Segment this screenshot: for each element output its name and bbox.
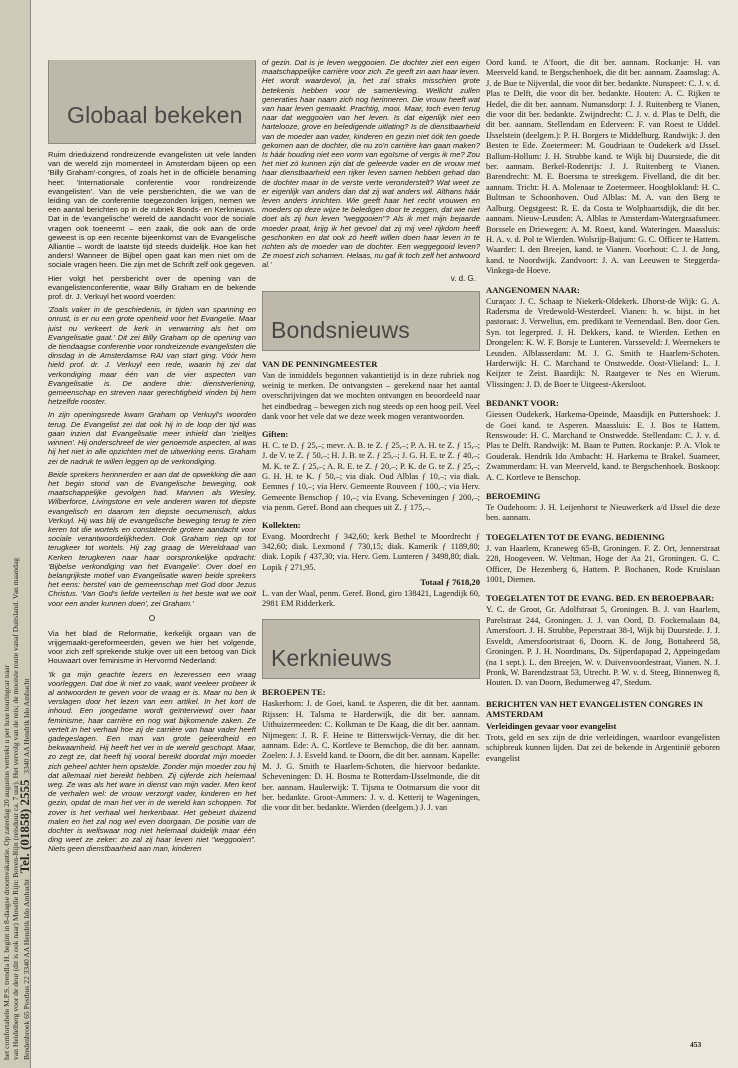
paragraph-berichten: Trots, geld en sex zijn de drie verleidingen, waardoor evangelisten schipbreuk kunnen lijden. Dat zei de bekende in Argentinië geboren evangelist [486, 732, 720, 763]
article-paragraph: Ruim drieduizend rondreizende evangelisten uit vele landen van de wereld zijn momenteel in Amsterdam bijeen op een 'Billy Graham'-congres, of zoals het in de officiële benaming heet: 'Internationale conferentie voor rondreizende evangelisten'. Van de vele persberichten, die we van de leiding van de conferentie toegezonden krijgen, nemen we een aantal berichten op in de rubriek Bonds- en Kerknieuws. Dat in de 'evangelische' wereld de aandacht voor de sociale vragen ook toeneemt – een zaak, die ook aan de orde geweest is op een recente bijeenkomst van de Evangelische Alliantie – wordt de laatste tijd steeds duidelijk. Hoe kan het anders! Wanneer de Bijbel open gaat kan men niet om de sociale vragen heen. Die zijn met de Schrift zelf ook gegeven. [48, 150, 256, 270]
paragraph-toegelaten-2: Y. C. de Groot, Gr. Adolfstraat 5, Groningen. B. J. van Haarlem, Parelstraat 244, Groningen. J. J. van Oord, D. Fockemalaan 84, Amersfoort. J. H. Strubbe, Peperstraat 38-I, Wijk bij Duurstede. J. J. Esveldt, Amersfoortstraat 6, Doorn. K. de Jong, Bottaheerd 58, Groningen. P. J. H. Noordmans, Ds. Sijperdapapad 2, Appeingedam (na 1 sept.). L. den Breejen, W. v. Duivenvoordestraat, Vianen. N. J. Pronk, W. Barendzstraat 53, Utrecht. P. W. v. d. Steeg, Binnenweg 8, Houten. D. van Doorn, Bedumerweg 47, Stedum. [486, 605, 720, 688]
paragraph-aangenomen: Curaçao: J. C. Schaap te Niekerk-Oldekerk. IJhorst-de Wijk: G. A. Radersma de Vredewold-Westerdeel. Vianen: b. w. bijst. in het pastoraat: J. Verwelius, em. predikant te Veenendaal. Ben. door Gen. Syn. tot legerpred. J. H. Dekkers, kand. te Wierden. Eethen en Drongelen: K. W. F. Borsje te Lunteren. Varsseveld: J. Weernekers te Leusden. Alblasserdam: M. J. G. Smith te Haarlem-Schoten. Harderwijk: H. C. Marchand te Onstwedde. Oost-Vlieland: L. J. Keijzer te Zeist. Baardijk: N. Raatgever te Nes en Wierum. Vlissingen: J. D. de Boer te Uitgeest-Akersloot. [486, 296, 720, 389]
article-quote: Beide sprekers herinnerden er aan dat de opwekking die aan het begin stond van de Evangelische beweging, ook maatschappelijke gevolgen had. Mannen als Wesley, Wilberforce, Livingstone en vele anderen waren tot diepste evangelisch en daarom ten diepste oecumenisch, aldus Verkuyl. Hij was blij de evangelische beweging terug te zien keren tot die wortels en constateerde grotere aandacht voor sociale verantwoordelijkheden. Ook Graham riep op tot terugkeer tot wortels. Hij zag graag de Wereldraad van Kerken terugkeren naar haar oorspronkelijke opdracht: 'Bijbelse verkondiging van het Evangelie'. Over doel en belangrijkste motief van Evangelisatie waren beide sprekers het eens: herstel van de gemeenschap met God door Jezus Christus. 'Van God's liefde vertellen is het beste wat we ooit voor een ander kunnen doen', zei Graham.' [48, 469, 256, 608]
total-amount: Totaal ƒ 7618,20 [420, 577, 480, 588]
section-title-bondsnieuws: Bondsnieuws [271, 316, 411, 343]
paragraph-penningmeester: Van de inmiddels begonnen vakantietijd is in deze rubriek nog weinig te merken. De ontvangsten – gerekend naar het aantal overschrijvingen dat we mochten ontvangen en beoordeeld naar het eindbedrag – bewegen zich nog steeds op een hoog peil. Veel dank voor het vele dat we deze week mogen verantwoorden. [262, 370, 480, 422]
treasurer-signature: L. van der Waal, penm. Geref. Bond, giro 138421, Lagendijk 60, 2981 EM Ridderkerk. [262, 588, 480, 608]
subheading-aangenomen: AANGENOMEN NAAR: [486, 284, 580, 295]
subheading-penningmeester: VAN DE PENNINGMEESTER [262, 358, 378, 369]
advertisement-strip [0, 0, 31, 1068]
section-title-kerknieuws: Kerknieuws [271, 645, 392, 672]
paragraph-beroepen: Haskerhorn: J. de Goei, kand. te Asperen, die dit ber. aannam. Rijssen: H. Talsma te Harderwijk, die dit ber. aannam. Uithuizermeeden: C. Kolkman te De Kaag, die dit ber. aannam. Nijmegen: J. R. F. Heine te Bitterswijck-Vernay, die dit ber. aannam. Ede: A. C. Kortleve te Benschop, die dit ber. aannam. Zoelen: J. J. Esveld kand. te Doorn, die dit ber. aannam. Kapelle: M. J. G. Smith te Haarlem-Schoten, die hiervoor bedankte. Scheveningen: D. H. Bosma te Rotterdam-IJsselmonde, die dit ber. aannam. Haulerwijk: T. Tijsma te Ootmarsum die voor dit ber. bedankte. Groot-Ammers: J. v. d. Ketterij te Wageningen, die voor dit ber. bedankte. Wierden (deelgem.) J. J. van [262, 699, 480, 813]
paragraph-bedankt: Giessen Oudekerk, Harkema-Opeinde, Maasdijk en Puttershoek: J. de Goei kand. te Asperen. Maassluis: E. J. Bos te Hattem. Renswoude: H. C. Marchand te Onstwedde. Stellendam: C. J. v. d. Plas te Delft. Randwijk: M. Baan te Putten. Rockanje: P. A. Vlok te Gouderak. Hendrik Ido Ambacht: H. Harkema te Brakel. Suameer, Zwammerdam: H. van Meerveld, kand. te Bergschenhoek. Boskoop: A. C. Kortleve te Benschop. [486, 410, 720, 482]
article-paragraph: Hier volgt het persbericht over de opening van de evangelistenconferentie, waar Billy Graham en de bekende prof. dr. J. Verkuyl het woord voerden: [48, 273, 256, 302]
paragraph-toegelaten-1: J. van Haarlem, Kraneweg 65-B, Groningen. F. Z. Ort, Jennerstraat 228, Hoogeveen. W. Veltman, Hoge der Aa 21, Groningen. G. C. Officer, De Hezenberg 6, Hattem. P. Bochanen, Rode Kruislaan 1001, Diemen. [486, 543, 720, 585]
paragraph-beroepen-continued: Oord kand. te A'foort, die dit ber. aannam. Rockanje: H. van Meerveld kand. te Bergschenhoek, die dit ber. aannam. Zaamslag: A. J. de Bue te Nijverdal, die voor dit ber. bedankte. Nunspeet: C. J. v. d. Plas te Delft, die voor dit ber. bedankte. Houten: A. C. Rijken te Hedel, die dit ber. aannam. Numansdorp: J. J. Ruitenberg te Vianen, die voor dit ber. bedankte. Zwijndrecht: C. J. v. d. Plas te Delft, die dit ber. aannam. Stellendam en Ederveen: F. van Roest te Uddel. IJsselstein (deelgem.): P. H. Borgers te Middelburg. Randwijk: J. den Besten te Ede. Zoetermeer: M. Goudriaan te Oudekerk a/d IJssel. Ballum-Hollum: J. H. Strubbe kand. te Wijk bij Duurstede, die dit ber. aannam. Berkel-Rodenrijs: J. J. Ruitenberg te Vianen. Barendrecht: M. E. Boersma te streekgem. Fivelland, die dit ber. aannam. Tricht: H. A. Molenaar te Zoetermeer. Hoogblokland: H. C. Bultman te Schoonhoven. Oud Alblas: M. A. van den Berg te Aalburg. Oegstgeest: R. E. da Costa te Wolphaartsdijk, die dit ber. aannam. Nieuw-Leusden: A. Alblas te Amsterdam-Watergraafsmeer. Borssele en Driewegen: A. M. Roest, kand. Wateringen. Maassluis: H. A. v. d. Pol te Wierden. Wolsrijp-Baijum: G. C. Officer te Hattem. Waarder: I. den Breejen, kand. te Vianen. Voorhout: C. J. de Jong, kand. te Noordwijk. Zandvoort: J. A. van Leeuwen te Steggerda-Vinkega-de Hoeve. [486, 58, 720, 276]
subheading-bedankt: BEDANKT VOOR: [486, 398, 559, 409]
section-header-box [48, 60, 256, 144]
advertisement-text [2, 20, 31, 1060]
ad-address: Bredenbroek 65 Postbus 22 3340 AA Hendrik Ido Ambacht Tel. (01858) 2555 3340 AA Hendrik Ido Ambacht [17, 678, 32, 1060]
column-right [486, 58, 720, 1058]
article-quote: 'Ik ga mijn geachte lezers en lezeressen een vraag voorleggen. Dat doe ik niet zo vaak, want veeleer probeer ik al antwoorden te geven voor de vraag er is. Maar nu ben ik verslagen door het lezen van een artikel. In het kort de inhoud. Een jongedame wordt geïnterviewd over haar feminisme, haar carrière en nog wat bijkomende zaken. Ze vertelt in het verhaal hoe zij de carrière van haar vader heeft gadegeslagen. Een man van grote geleerdheid en bekwaamheid. Hij heeft het ver in de wereld geschopt. Maar, zo zegt ze, dat heeft hij vooral bereikt doordat mijn moeder zich geheel achter hem opstelde. Zonder mijn moeder zou hij dat allemaal niet bereikt hebben. Zij cijferde zich helemaal weg. Ze was als het ware in dienst van mijn vader. Men kent de verhalen wel: de vrouw verzorgt vader, kinderen en het gezin, opdat de man het ver in de wereld kan schoppen. Tot zover is het verhaal wel herkenbaar. Het gebeurt duizend malen en het zal nog wel even doorgaan. De positie van de dochter is wellswaar nog niet helemaal duidelijk maar één ding weet ze zeker: zo zal zij haar leven niet "weggooien". Niets geen dienstbaarheid aan man, kinderen [48, 669, 256, 854]
subheading-kollekten: Kollekten: [262, 519, 301, 530]
ad-line-1: het comfortabele M.P.S. trendla H. begint in 8-daagse droomvakantie. Op zaterdag 20 augustus vertrekt u per luxe touringcar naar [2, 665, 11, 1060]
paragraph-kollekten: Evang. Moordrecht ƒ 342,60; kerk Bethel te Moordrecht ƒ 342,60; diak. Lexmond ƒ 730,15; diak. Kamerik ƒ 1189,80; diak. Lopik ƒ 437,30; via. Herv. Gem. Lunteren ƒ 3498,80; diak. Lopik ƒ 271,95. [262, 531, 480, 572]
page-number: 453 [690, 1040, 702, 1049]
article-quote: In zijn openingsrede kwam Graham op Verkuyl's woorden terug. De Evangelist zei dat ook hij in de loop der tijd was gaan inzien dat Evangelisatie meer inhield dan 'zieltjes winnen'. Hij onderschreef de vier genoemde aspecten, al was hij het niet in alle opzichten met de uitwerking eens. Graham zei de nadruk te willen leggen op de verkondiging. [48, 410, 256, 466]
ad-line-2: van Heidelberg voor de deur (dit is ook naar) Moselle Rijn: Boven-Rijn (reisduur ca. 7 uur). Het vervolg van de reis; de mooiste route vanaf Duitsland. Van maandag [11, 557, 20, 1060]
ad-telephone: Tel. (01858) 2555 [17, 779, 32, 874]
section-header-box [262, 291, 480, 351]
subheading-toegelaten-2: TOEGELATEN TOT DE EVANG. BED. EN BEROEPBAAR: [486, 593, 715, 604]
author-initials: v. d. G. [450, 273, 476, 283]
subheading-verleidingen: Verleidingen gevaar voor evangelist [486, 720, 617, 731]
column-globaal-bekeken [48, 60, 256, 1060]
article-quote-continued: of gezin. Dat is je leven weggooien. De dochter ziet een eigen maatschappelijke carrière voor zich. Ze geeft zin aan haar leven. Het wordt waardevol, ja, het zal straks misschien grote betekenis hebben voor de samenleving. Wellicht zullen generaties haar naam zich nog herinneren. Die vrouw heeft wat van haar leven gemaakt. Prachtig, mooi. Maar, toch even terug naar dat weggooien van het leven. Is dat eigenlijk niet een hartelooze, grove en beledigende uitlating? Is de dienstbaarheid van de moeder aan vader, kinderen en gezin niet óók ten goede gekomen aan de dochter, die nu zo'n carrière kan gaan maken? Is háár houding niet een vorm van egoïsme of vergis ik me? Zou het niet zó kunnen zijn dat de geleerde vader en de vrouw met haar dienstbaarheid een rijker leven samen hebben gehad dan de dochter maar in de verste verte veronderstelt? Wat weet ze er eigenlijk van anders dan dat zij wat anders wil. Althans háár leven anders inrichten. Wie geeft haar het recht vrouwen en moeders op deze wijze te beledigen door te zeggen, dat wie niet doet als zij hun leven "weggooien"? Als ik met mijn bejaarde moeder praat, krijg ik het gevoel dat zij mij veel rijkdom heeft geschonken en dat ook zó heeft willen doen haar leven in te richten als de moeder van de dochter. Een weggegooid leven? Ze moest zich schamen. Helaas, nu gaf ik toch zelf het antwoord al.' [262, 58, 480, 270]
paragraph-beroeming: Te Oudehoorn: J. H. Leijenhorst te Nieuwerkerk a/d IJssel die deze ben. aannam. [486, 503, 720, 523]
article-paragraph: Via het blad de Reformatie, kerkelijk orgaan van de vrijgemaakt-gereformeerden, geven we hier het volgende, voor zich zelf sprekende stukje over uit een betoog van Dick Houwaart over feminisme in Hervormd Nederland: [48, 628, 256, 666]
separator-mark: O [148, 613, 156, 623]
article-quote: 'Zoals vaker in de geschiedenis, in tijden van spanning en onrust, is er nu een grote openheid voor het Evangelie. Maar juist nu verkeert de kerk in verwarring als het om Evangelisatie gaat.' Dit zei Billy Graham op de opening van de tiendaagse conferentie voor rondreizende evangelisten die dinsdag in de Amsterdamse RAI van start ging. Vóór hem hield prof. dr. J. Verkuyl een rede, waarin hij zei dat verkondiging maar één van de vier aspecten van Evangelisatie is. De andere drie: dienstverlening, gemeenschap en streven naar gerechtigheid vinden bij hem hetzelfde rooster. [48, 305, 256, 407]
subheading-berichten-congres: BERICHTEN VAN HET EVANGELISTEN CONGRES IN AMSTERDAM [486, 698, 703, 719]
subheading-beroeming: BEROEMING [486, 491, 541, 502]
subheading-giften: Giften: [262, 428, 289, 439]
column-middle [262, 58, 480, 1058]
section-header-box [262, 619, 480, 679]
subheading-toegelaten-1: TOEGELATEN TOT DE EVANG. BEDIENING [486, 531, 665, 542]
paragraph-giften: H. C. te D. ƒ 25,–; mevr. A. B. te Z. ƒ 25,–; P. A. H. te Z. ƒ 15,–; J. de V. te Z. ƒ 50,–; H. J. B. te Z. ƒ 25,–; J. G. H. E. te Z. ƒ 40,–; M. K. te Z. ƒ 25,–; A. R. E. te Z. ƒ 20,–; P. K. de G. te Z. ƒ 25,–; G. H. H. te K. ƒ 50,–; via diak. Oud Alblas ƒ 10,–; via diak. Eemnes ƒ 10,–; via Herv. Gemeente Rouveen ƒ 100,–; via Herv. Gemeente Benschop ƒ 10,–; via Evang. Scheveningen ƒ 200,–; via penm. Geref. Bond aan cheques uit Z. ƒ 175,–. [262, 440, 480, 513]
section-title-globaal: Globaal bekeken [67, 102, 243, 128]
subheading-beroepen: BEROEPEN TE: [262, 687, 326, 698]
